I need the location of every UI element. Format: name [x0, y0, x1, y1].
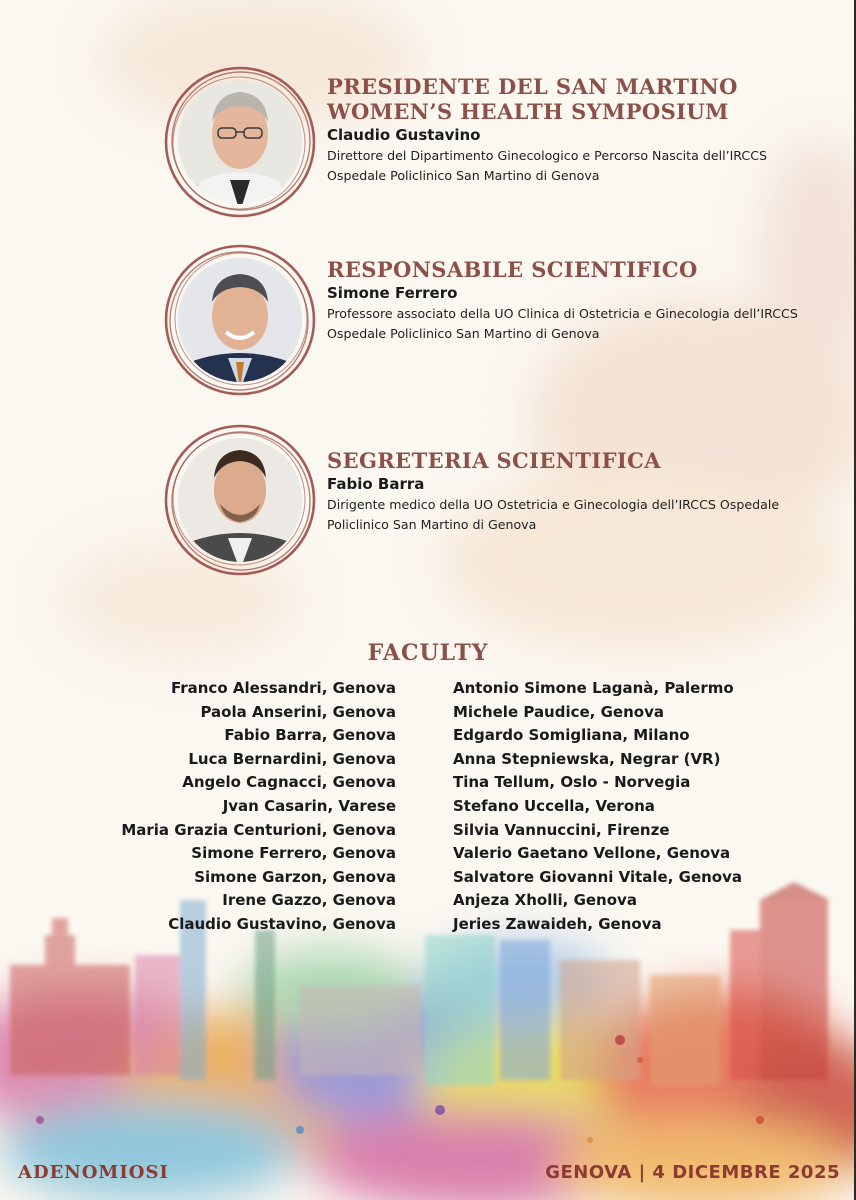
faculty-member: Paola Anserini, Genova: [200, 702, 396, 721]
event-title: ADENOMIOSI: [18, 1162, 169, 1183]
faculty-member: Valerio Gaetano Vellone, Genova: [453, 844, 731, 863]
faculty-member: Tina Tellum, Oslo - Norvegia: [453, 773, 691, 792]
faculty-member: Jeries Zawaideh, Genova: [453, 914, 662, 933]
faculty-member: Edgardo Somigliana, Milano: [453, 726, 690, 745]
faculty-member: Irene Gazzo, Genova: [222, 891, 396, 910]
faculty-member: Anna Stepniewska, Negrar (VR): [453, 749, 721, 768]
person-description: Direttore del Dipartimento Ginecologico e Percorso Nascita dell’IRCCS Ospedale Policlinico San Martino di Genova: [327, 148, 767, 183]
faculty-member: Franco Alessandri, Genova: [170, 679, 396, 697]
faculty-member: Anjeza Xholli, Genova: [453, 891, 637, 910]
faculty-list-left: [121, 677, 396, 937]
event-date-location: GENOVA | 4 DICEMBRE 2025: [545, 1162, 840, 1183]
person-description: Dirigente medico della UO Ostetricia e Ginecologia dell’IRCCS Ospedale Policlinico San Martino di Genova: [327, 497, 780, 532]
faculty-list-right: [453, 677, 742, 937]
portrait-simone-ferrero: [160, 240, 320, 400]
faculty-member: Claudio Gustavino, Genova: [168, 914, 396, 933]
faculty-member: Maria Grazia Centurioni, Genova: [121, 820, 396, 839]
portrait-claudio-gustavino: [160, 62, 320, 222]
faculty-member: Jvan Casarin, Varese: [222, 796, 396, 815]
faculty-member: Stefano Uccella, Verona: [453, 796, 655, 815]
faculty-member: Simone Garzon, Genova: [194, 867, 396, 886]
role-title: PRESIDENTE DEL SAN MARTINO WOMEN’S HEALTH SYMPOSIUM: [327, 74, 738, 124]
person-description: Professore associato della UO Clinica di Ostetricia e Ginecologia dell’IRCCS Ospedale Policlinico San Martino di Genova: [327, 306, 798, 341]
faculty-member: Luca Bernardini, Genova: [188, 749, 396, 768]
role-title: RESPONSABILE SCIENTIFICO: [327, 257, 698, 282]
faculty-member: Simone Ferrero, Genova: [191, 844, 396, 863]
faculty-member: Silvia Vannuccini, Firenze: [453, 820, 670, 839]
faculty-member: Fabio Barra, Genova: [224, 726, 396, 745]
person-name: Simone Ferrero: [327, 284, 458, 302]
faculty-member: Michele Paudice, Genova: [453, 702, 664, 721]
person-name: Fabio Barra: [327, 475, 425, 493]
faculty-member: Angelo Cagnacci, Genova: [182, 773, 396, 792]
faculty-member: Antonio Simone Laganà, Palermo: [453, 679, 734, 697]
faculty-heading: FACULTY: [367, 640, 489, 666]
faculty-member: Salvatore Giovanni Vitale, Genova: [453, 867, 742, 886]
person-name: Claudio Gustavino: [327, 126, 481, 144]
role-title: SEGRETERIA SCIENTIFICA: [327, 448, 661, 473]
portrait-fabio-barra: [160, 420, 320, 580]
